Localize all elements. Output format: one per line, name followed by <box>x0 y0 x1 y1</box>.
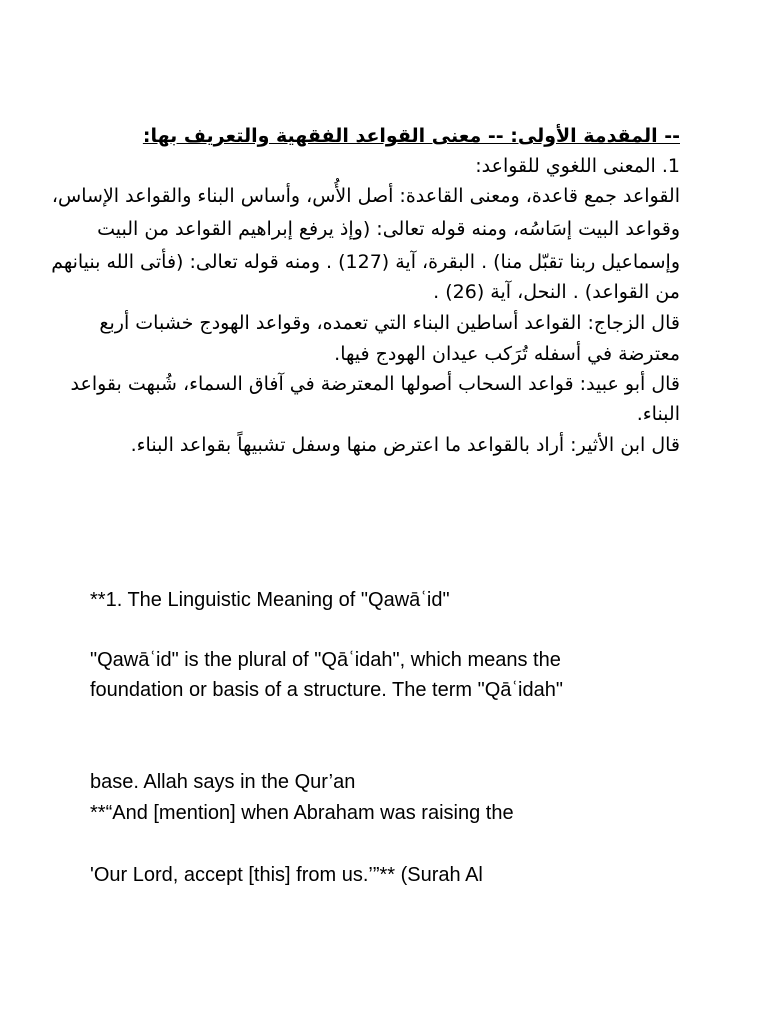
arabic-line: قال ابن الأثير: أراد بالقواعد ما اعترض منها وسفل تشبيهاً بقواعد البناء. <box>130 434 680 456</box>
arabic-line: البناء. <box>636 403 680 425</box>
english-line: "Qawāʿid" is the plural of "Qāʿidah", which means the <box>90 649 561 671</box>
english-line: foundation or basis of a structure. The term "Qāʿidah" <box>90 679 563 701</box>
arabic-line: وإسماعيل ربنا تقبّل منا) . البقرة، آية (127) . ومنه قوله تعالى: (فأتى الله بنيانهم <box>51 251 680 273</box>
arabic-line: قال أبو عبيد: قواعد السحاب أصولها المعترضة في آفاق السماء، شُبهت بقواعد <box>70 373 680 395</box>
arabic-line: وقواعد البيت إسَاسُه، ومنه قوله تعالى: (وإذ يرفع إبراهيم القواعد من البيت <box>97 218 680 240</box>
arabic-line: قال الزجاج: القواعد أساطين البناء التي تعمده، وقواعد الهودج خشبات أربع <box>99 312 680 334</box>
english-line: **“And [mention] when Abraham was raising the <box>90 802 514 824</box>
english-line: base. Allah says in the Qur’an <box>90 771 356 793</box>
arabic-line: 1. المعنى اللغوي للقواعد: <box>475 155 680 177</box>
arabic-line: معترضة في أسفله تُرَكب عيدان الهودج فيها. <box>334 343 680 365</box>
arabic-line: القواعد جمع قاعدة، ومعنى القاعدة: أصل الأُس، وأساس البناء والقواعد الإساس، <box>51 185 680 207</box>
section-heading: -- المقدمة الأولى: -- معنى القواعد الفقهية والتعريف بها: <box>142 125 680 147</box>
english-line: 'Our Lord, accept [this] from us.’”** (Surah Al <box>90 864 483 886</box>
arabic-line: من القواعد) . النحل، آية (26) . <box>433 281 680 303</box>
english-heading: **1. The Linguistic Meaning of "Qawāʿid" <box>90 589 450 611</box>
